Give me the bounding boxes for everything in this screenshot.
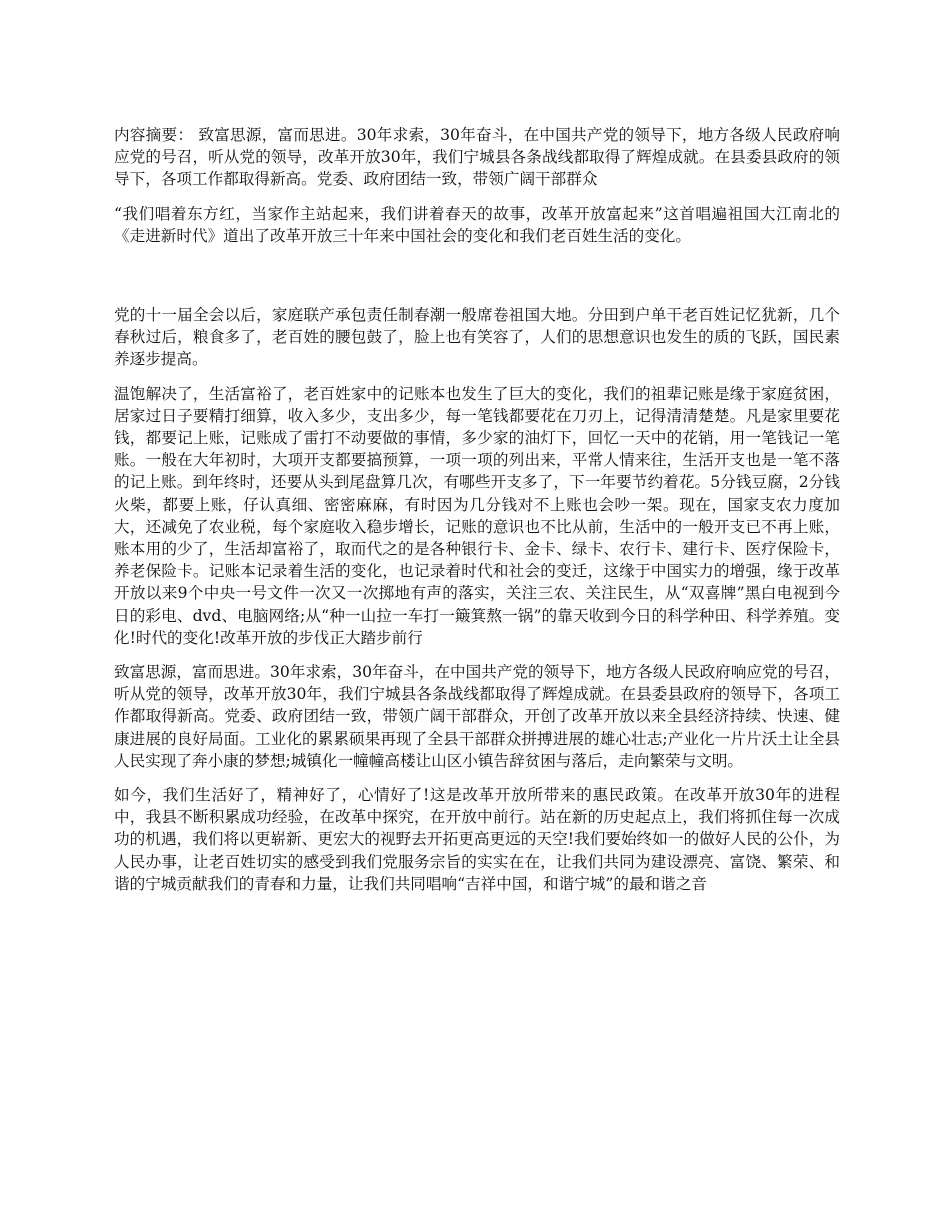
conclusion-paragraph: 如今，我们生活好了，精神好了，心情好了!这是改革开放所带来的惠民政策。在改革开放30年的进程中，我县不断积累成功经验，在改革中探究，在开放中前行。站在新的历史起点上，我们将抓住每一次成功的机遇，我们将以更崭新、更宏大的视野去开拓更高更远的天空!我们要始终如一的做好人民的公仆，为人民办事，让老百姓切实的感受到我们党服务宗旨的实实在在，让我们共同为建设漂亮、富饶、繁荣、和谐的宁城贡献我们的青春和力量，让我们共同唱响“吉祥中国，和谐宁城”的最和谐之音: [114, 786, 840, 893]
document-body: [114, 124, 840, 907]
reform-history-paragraph: 党的十一届全会以后，家庭联产承包责任制春潮一般席卷祖国大地。分田到户单干老百姓记忆犹新，几个春秋过后，粮食多了，老百姓的腰包鼓了，脸上也有笑容了，人们的思想意识也发生的质的飞跃，国民素养逐步提高。: [114, 306, 840, 369]
song-quote-paragraph: “我们唱着东方红，当家作主站起来，我们讲着春天的故事，改革开放富起来”这首唱遍祖国大江南北的《走进新时代》道出了改革开放三十年来中国社会的变化和我们老百姓生活的变化。: [114, 204, 840, 245]
account-book-paragraph: 温饱解决了，生活富裕了，老百姓家中的记账本也发生了巨大的变化，我们的祖辈记账是缘于家庭贫困，居家过日子要精打细算，收入多少，支出多少，每一笔钱都要花在刀刃上，记得清清楚楚。凡是家里要花钱，都要记上账，记账成了雷打不动要做的事情，多少家的油灯下，回忆一天中的花销，用一笔钱记一笔账。一般在大年初时，大项开支都要搞预算，一项一项的列出来，平常人情来往，生活开支也是一笔不落的记上账。到年终时，还要从头到尾盘算几次，有哪些开支多了，下一年要节约着花。5分钱豆腐，2分钱火柴，都要上账，仔认真细、密密麻麻，有时因为几分钱对不上账也会吵一架。现在，国家支农力度加大，还减免了农业税，每个家庭收入稳步增长，记账的意识也不比从前，生活中的一般开支已不再上账，账本用的少了，生活却富裕了，取而代之的是各种银行卡、金卡、绿卡、农行卡、建行卡、医疗保险卡，养老保险卡。记账本记录着生活的变化，也记录着时代和社会的变迁，这缘于中国实力的增强，缘于改革开放以来9个中央一号文件一次又一次掷地有声的落实，关注三农、关注民生，从“双喜牌”黑白电视到今日的彩电、dvd、电脑网络;从“种一山拉一车打一簸箕熬一锅”的靠天收到今日的科学种田、科学养殖。变化!时代的变化!改革开放的步伐正大踏步前行: [114, 384, 840, 647]
summary-paragraph: 内容摘要： 致富思源，富而思进。30年求索，30年奋斗，在中国共产党的领导下，地方各级人民政府响应党的号召，听从党的领导，改革开放30年，我们宁城县各条战线都取得了辉煌成就。在县委县政府的领导下，各项工作都取得新高。党委、政府团结一致，带领广阔干部群众: [114, 126, 840, 189]
achievements-paragraph: 致富思源，富而思进。30年求索，30年奋斗，在中国共产党的领导下，地方各级人民政府响应党的号召，听从党的领导，改革开放30年，我们宁城县各条战线都取得了辉煌成就。在县委县政府的领导下，各项工作都取得新高。党委、政府团结一致，带领广阔干部群众，开创了改革开放以来全县经济持续、快速、健康进展的良好局面。工业化的累累硕果再现了全县干部群众拼搏进展的雄心壮志;产业化一片片沃土让全县人民实现了奔小康的梦想;城镇化一幢幢高楼让山区小镇告辞贫困与落后，走向繁荣与文明。: [114, 663, 840, 770]
